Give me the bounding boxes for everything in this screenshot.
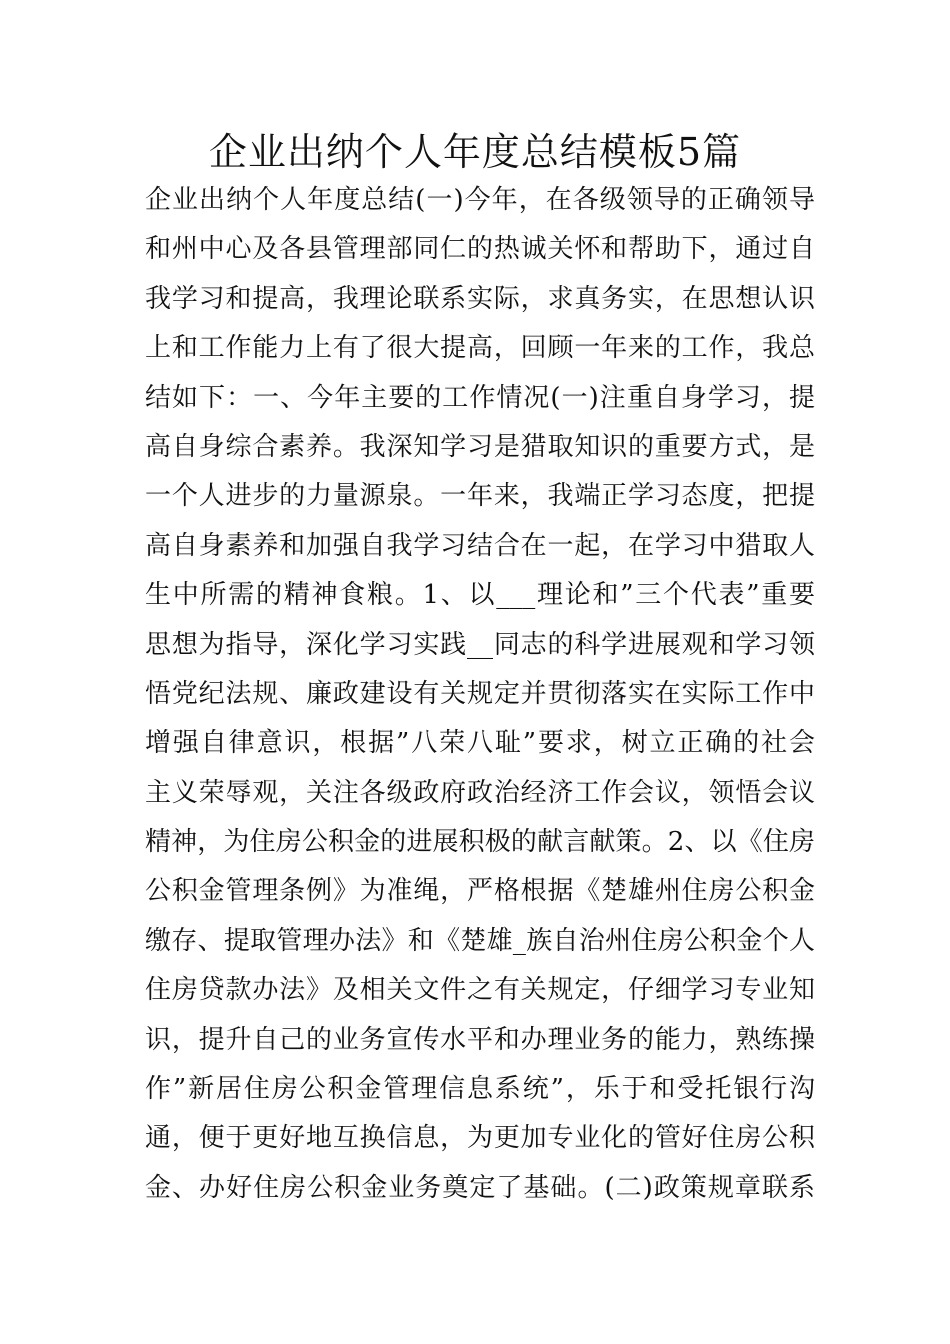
body-line: 增强自律意识，根据”八荣八耻”要求，树立正确的社会 bbox=[145, 728, 815, 759]
body-line: 我学习和提高，我理论联系实际，求真务实，在思想认识 bbox=[145, 283, 815, 314]
body-line: 一个人进步的力量源泉。一年来，我端正学习态度，把提 bbox=[145, 481, 815, 512]
body-line: 和州中心及各县管理部同仁的热诚关怀和帮助下，通过自 bbox=[145, 234, 815, 265]
body-line: 生中所需的精神食粮。1、以___理论和”三个代表”重要 bbox=[145, 580, 815, 611]
body-line: 上和工作能力上有了很大提高，回顾一年来的工作，我总 bbox=[145, 333, 815, 364]
body-line: 通，便于更好地互换信息，为更加专业化的管好住房公积 bbox=[145, 1123, 815, 1154]
body-line: 主义荣辱观，关注各级政府政治经济工作会议，领悟会议 bbox=[145, 777, 815, 808]
body-line: 公积金管理条例》为准绳，严格根据《楚雄州住房公积金 bbox=[145, 876, 815, 907]
body-line: 金、办好住房公积金业务奠定了基础。(二)政策规章联系 bbox=[145, 1172, 815, 1203]
body-line: 识，提升自己的业务宣传水平和办理业务的能力，熟练操 bbox=[145, 1024, 815, 1055]
document-body bbox=[145, 176, 815, 1213]
document-title: 企业出纳个人年度总结模板5篇 bbox=[208, 130, 742, 174]
body-line: 缴存、提取管理办法》和《楚雄_族自治州住房公积金个人 bbox=[145, 925, 815, 956]
body-line: 企业出纳个人年度总结(一)今年，在各级领导的正确领导 bbox=[145, 185, 815, 215]
body-line: 高自身素养和加强自我学习结合在一起，在学习中猎取人 bbox=[145, 530, 815, 561]
body-line: 高自身综合素养。我深知学习是猎取知识的重要方式，是 bbox=[145, 431, 815, 462]
body-line: 作”新居住房公积金管理信息系统”，乐于和受托银行沟 bbox=[145, 1074, 815, 1105]
body-line: 精神，为住房公积金的进展积极的献言献策。2、以《住房 bbox=[145, 827, 815, 858]
body-line: 悟党纪法规、廉政建设有关规定并贯彻落实在实际工作中 bbox=[145, 678, 815, 709]
body-line: 思想为指导，深化学习实践__同志的科学进展观和学习领 bbox=[145, 629, 815, 660]
body-line: 结如下：一、今年主要的工作情况(一)注重自身学习，提 bbox=[145, 382, 815, 413]
body-line: 住房贷款办法》及相关文件之有关规定，仔细学习专业知 bbox=[145, 975, 815, 1006]
